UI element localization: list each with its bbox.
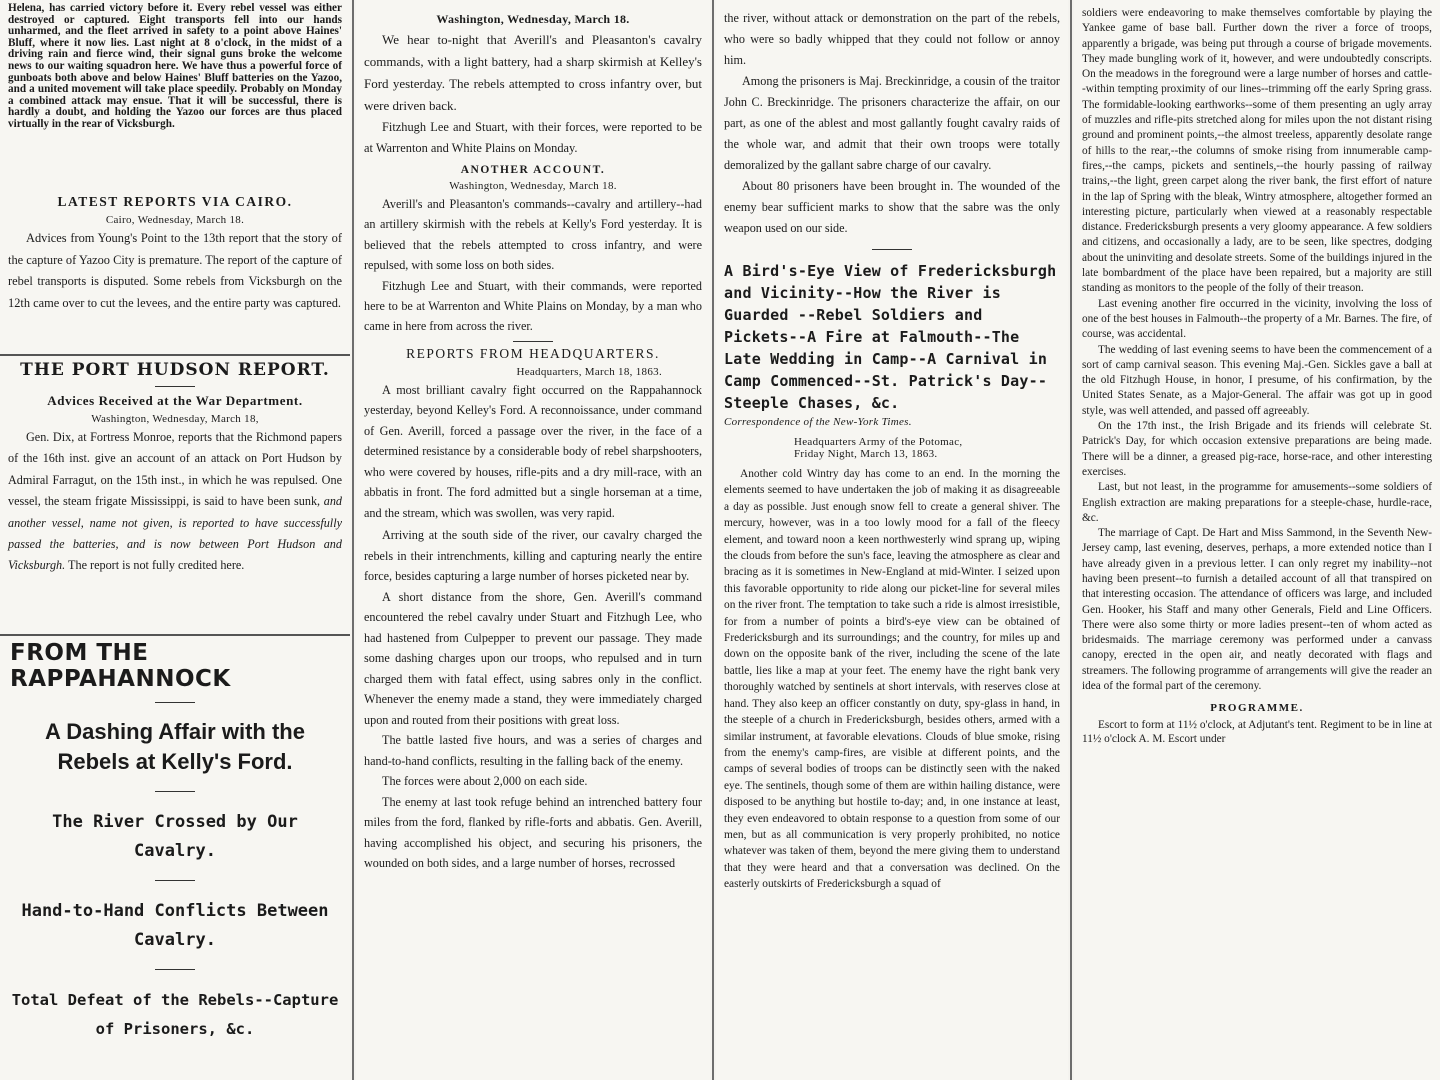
fredericksburgh-headline: A Bird's-Eye View of Fredericksburgh and Vicinity--How the River is Guarded --Rebel Soldiers and Pickets--A Fire at Falmouth--The Late Wedding in Camp--A Carnival in Camp Commenced--St. Patrick's Day--Steeple Chases, &c. <box>724 262 1057 412</box>
headquarters-dateline: Headquarters, March 18, 1863. <box>516 365 662 378</box>
washington-dateline-1: Washington, Wednesday, March 18. <box>436 12 630 26</box>
col3-paragraph-3: About 80 prisoners have been brought in. The wounded of the enemy bear sufficient marks to show that the sabre was the only weapon used on our side. <box>724 179 1060 235</box>
section-divider <box>0 634 350 636</box>
cairo-dateline: Cairo, Wednesday, March 18. <box>105 214 245 226</box>
col4-paragraph-5: Last, but not least, in the programme for amusements--some soldiers of English extraction are making preparations for a steeple-chase, hurdle-race, &c. <box>1082 481 1432 524</box>
hand-to-hand-headline: Hand-to-Hand Conflicts Between Cavalry. <box>21 901 329 950</box>
col4-paragraph-2: Last evening another fire occurred in the vicinity, involving the loss of one of the best houses in Falmouth--the property of a Mr. Barnes. The fire, of course, was accidental. <box>1082 297 1432 341</box>
column-3 <box>716 0 1068 1080</box>
col2-paragraph-7: A short distance from the shore, Gen. Averill's command encountered the rebel cavalry under Stuart and Fitzhugh Lee, who had hastened from Culpepper to prevent our passage. They made some dashing charges upon our troops, who repulsed and in turn charged them with fatal effect, using sabres only in the conflict. Whenever the enemy made a stand, they were immediately charged upon and routed from their positions with great loss. <box>364 589 702 727</box>
port-hudson-dateline: Washington, Wednesday, March 18, <box>91 413 259 425</box>
col4-paragraph-7: Escort to form at 11½ o'clock, at Adjutant's tent. Regiment to be in line at 11½ o'clock A. M. Escort under <box>1082 719 1432 746</box>
ornament-rule <box>872 249 912 250</box>
column-4 <box>1074 0 1440 1080</box>
rappahannock-headline: FROM THE RAPPAHANNOCK <box>10 640 231 692</box>
col4-paragraph-1: soldiers were endeavoring to make themselves comfortable by playing the Yankee game of base ball. Further down the river a force of troops, apparently a brigade, was being put through a course of brigade movements. They made bungling work of it, however, and were undoubtedly conscripts. On the meadows in the foreground were a large number of horses and cattle--within tempting proximity of our lines--trimming off the early Spring grass. The formidable-looking earthworks--some of them presenting an ugly array of muzzles and rifle-pits stretched along for miles upon the not distant rising ground and prominent points,--the almost treeless, apparently desolate range of hills to the rear,--the columns of smoke rising from innumerable camp-fires,--the camps, pickets and sentinels,--the hourly passing of railway trains,--the light, green carpet along the river bank, the first effort of nature in the lap of Spring with the bleak, Wintry atmosphere, altogether formed an interesting picture, particularly when viewed at a reasonably respectable distance. Fredericksburgh presents a very gloomy appearance. A few soldiers and citizens, and occasionally a lady, are to be seen, like spectres, dodging about the uninviting and desolate streets. Some of the buildings injured in the late bombardment of the place have been repaired, but a majority are still standing as monitors to the people of the folly of their treason. <box>1082 7 1432 295</box>
column-rule <box>352 0 354 1080</box>
port-hudson-text <box>8 427 342 577</box>
col4-paragraph-4: On the 17th inst., the Irish Brigade and its friends will celebrate St. Patrick's Day, for which occasion extensive preparations are being made. There will be a dinner, a greased pig-race, horse-race, and other interesting exercises. <box>1082 420 1432 478</box>
friday-night-dateline: Friday Night, March 13, 1863. <box>794 448 938 460</box>
col2-paragraph-2: Fitzhugh Lee and Stuart, with their forces, were reported to be at Warrenton and White Plains on Monday. <box>364 120 702 155</box>
port-hudson-title: THE PORT HUDSON REPORT. <box>20 360 330 380</box>
col2-paragraph-5: A most brilliant cavalry fight occurred on the Rappahannock yesterday, beyond Kelley's Ford. A reconnoissance, under command of Gen. Averill, forced a passage over the river, in the face of a determined resistance by a considerable body of rebel sharpshooters, who were covered by houses, rifle-pits and a dry mill-race, with an abbatis in front. The ford admitted but a single horseman at a time, and the stream, which was swollen, was very rapid. <box>364 382 702 520</box>
col3-paragraph-4: Another cold Wintry day has come to an end. In the morning the elements seemed to have undertaken the job of making it as disagreeable a day as possible. Just enough snow fell to create a general shiver. The mercury, however, was in a too lowly mood for a fall of the fleecy element, and toward noon a keen northwesterly wind sprang up, wiping the clouds from before the sun's face, leaving the atmosphere as clear and bracing as it is sometimes in New-England at mid-Winter. I seized upon this favorable opportunity to ride along our picket-line for several miles on the river front. The temptation to take such a ride is almost irresistible, for from a number of points a bird's-eye view can be obtained of Fredericksburgh and its surroundings; and the country, for miles up and down on the opposite bank of the river, including the scene of the late battle, lies like a map at your feet. The enemy have the right bank very thoroughly watched by sentinels at short intervals, with reserves close at hand. They also keep an officer constantly on duty, spy-glass in hand, in the steeple of a church in Fredericksburgh, besides others, armed with a similar instrument, at favorable elevations. Clouds of blue smoke, rising from the enemy's camp-fires, are visible at different points, and the camps of several bodies of troops can be distinctly seen with the naked eye. The sentinels, though some of them are within hailing distance, were disposed to be anything but hostile to-day; and, in one instance at least, they even endeavored to obtain response to a question from some of our men, but as all communication is very properly prohibited, no notice whatever was taken of them, beyond the mere giving them to understand that they were heard and that a conversation was declined. On the easterly outskirts of Fredericksburgh a squad of <box>724 468 1060 891</box>
ornament-rule <box>155 702 195 703</box>
correspondence-line: Correspondence of the New-York Times. <box>724 416 912 428</box>
another-account-title: ANOTHER ACCOUNT. <box>460 164 606 176</box>
column-rule <box>1070 0 1072 1080</box>
port-hudson-text-italic: and another vessel, name not given, is reported to have successfully passed the batteries, and is now between Port Hudson and Vicksburgh. <box>8 494 342 573</box>
cairo-report-text: Advices from Young's Point to the 13th report that the story of the capture of Yazoo City is premature. The report of the capture of rebel transports is disputed. Some rebels from Vicksburgh on the 12th came over to cut the levees, and the entire party was captured. <box>8 231 342 310</box>
column-1 <box>0 0 350 1080</box>
col2-paragraph-9: The forces were about 2,000 on each side. <box>382 774 588 789</box>
col2-paragraph-10: The enemy at last took refuge behind an intrenched battery four miles from the ford, flanked by rifle-forts and abbatis. Gen. Averill, having accomplished his object, and securing his prisoners, the wounded on both sides, and a large number of horses, recrossed <box>364 794 702 871</box>
col4-paragraph-6: The marriage of Capt. De Hart and Miss Sammond, in the Seventh New-Jersey camp, last evening, deserves, perhaps, a more extended notice than I have already given in a previous letter. I can only regret my inability--not having been present--to furnish a detailed account of all that transpired on that interesting occasion. The attendance of officers was large, and included Gen. Hooker, his Staff and many other Generals, Field and Line Officers. There were also some thirty or more ladies present--ten of whom acted as bridesmaids. The marriage ceremony was performed under a canvass canopy, erected in the open air, and neatly decorated with flags and streamers. The following programme of arrangements will give the reader an idea of the formal part of the ceremony. <box>1082 527 1432 693</box>
col3-paragraph-2: Among the prisoners is Maj. Breckinridge, a cousin of the traitor John C. Breckinridge. The prisoners characterize the affair, on our part, as one of the ablest and most gallantly fought cavalry raids of the whole war, and admit that their own troops were totally demoralized by the gallant sabre charge of our cavalry. <box>724 74 1060 172</box>
army-potomac-dateline: Headquarters Army of the Potomac, <box>794 436 963 448</box>
col2-paragraph-4: Fitzhugh Lee and Stuart, with their commands, were reported here to be at Warrenton and White Plains on Monday, by a man who came in here from across the river. <box>364 278 702 334</box>
washington-dateline-2: Washington, Wednesday, March 18. <box>449 180 617 192</box>
port-hudson-subhead: Advices Received at the War Department. <box>47 393 303 408</box>
col4-paragraph-3: The wedding of last evening seems to have been the commencement of a sort of camp carnival season. This evening Maj.-Gen. Sickles gave a ball at the old Fitzhugh House, in honor, I presume, of his confirmation, by the United States Senate, as a Major-General. The affair was got up in good style, was well attended, and passed off agreeably. <box>1082 343 1432 417</box>
ornament-rule <box>155 386 195 387</box>
total-defeat-headline: Total Defeat of the Rebels--Capture of Prisoners, &c. <box>11 991 339 1038</box>
ornament-rule <box>155 880 195 881</box>
col2-paragraph-8: The battle lasted five hours, and was a series of charges and hand-to-hand conflicts, resulting in the falling back of the enemy. <box>364 733 702 768</box>
ornament-rule <box>513 341 553 342</box>
column-2 <box>356 0 710 1080</box>
vicksburgh-report-text: Helena, has carried victory before it. Every rebel vessel was either destroyed or captured. Eight transports fell into our hands unharmed, and the fleet arrived in safety to a point above Haines' Bluff, where it now lies. Last night at 8 o'clock, in the midst of a driving rain and fierce wind, their signal guns broke the welcome news to our waiting squadron here. We have thus a powerful force of gunboats both above and below Haines' Bluff batteries on the Yazoo, and a united movement will take place speedily. Probably on Monday a combined attack may ensue. That it will be successful, there is hardly a doubt, and holding the Yazoo our forces are thus placed virtually in the rear of Vicksburgh. <box>8 3 342 130</box>
col2-paragraph-6: Arriving at the south side of the river, our cavalry charged the rebels in their intrenchments, killing and capturing nearly the entire force, besides capturing a large number of horses picketed near by. <box>364 528 702 584</box>
kelly-ford-headline: A Dashing Affair with the Rebels at Kelly's Ford. <box>45 719 305 774</box>
ornament-rule <box>155 791 195 792</box>
column-rule <box>712 0 714 1080</box>
reports-from-hq-title: REPORTS FROM HEADQUARTERS. <box>406 345 660 361</box>
ornament-rule <box>155 969 195 970</box>
port-hudson-text-a: Gen. Dix, at Fortress Monroe, reports that the Richmond papers of the 16th inst. give an account of an attack on Port Hudson by Admiral Farragut, on the 15th inst., in which he was repulsed. One vessel, the steam frigate Mississippi, is said to have been sunk, <box>8 430 342 509</box>
river-crossed-headline: The River Crossed by Our Cavalry. <box>52 812 298 861</box>
col3-paragraph-1: the river, without attack or demonstration on the part of the rebels, who were so badly whipped that they could not follow or annoy him. <box>724 11 1060 67</box>
port-hudson-text-c: The report is not fully credited here. <box>68 558 245 573</box>
col2-paragraph-1: We hear to-night that Averill's and Pleasanton's cavalry commands, with a light battery, had a sharp skirmish at Kelley's Ford yesterday. The rebels attempted to cross infantry over, but were driven back. <box>364 32 702 113</box>
col2-paragraph-3: Averill's and Pleasanton's commands--cavalry and artillery--had an artillery skirmish with the rebels at Kelly's Ford yesterday. It is believed that the rebels attempted to cross infantry, and were repulsed, with some loss on both sides. <box>364 197 702 273</box>
programme-title: PROGRAMME. <box>1210 702 1304 715</box>
section-divider <box>0 354 350 356</box>
cairo-report-title: LATEST REPORTS VIA CAIRO. <box>57 194 293 209</box>
